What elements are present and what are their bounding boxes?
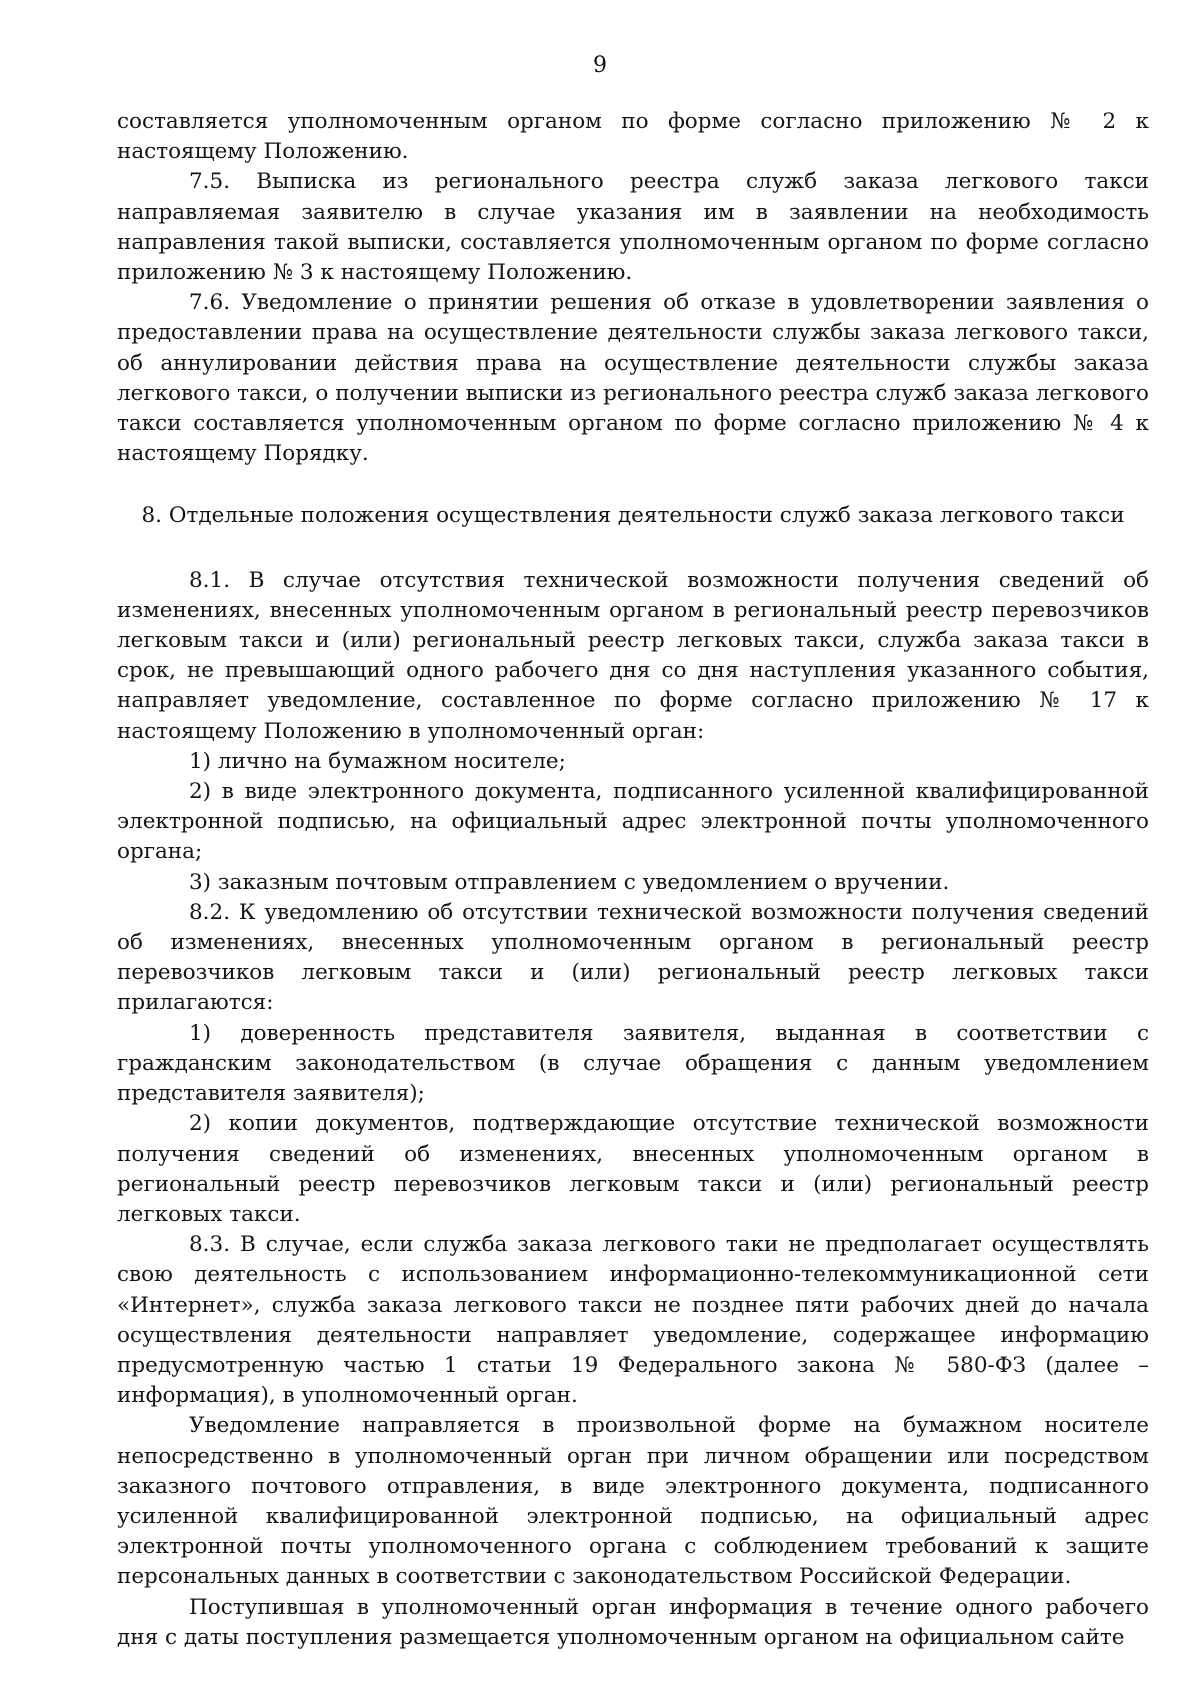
paragraph-7-6: 7.6. Уведомление о принятии решения об отказе в удовлетворении заявления о предоставлении права на осуществление деятельности службы заказа легкового такси, об аннулировании действия права на осуществление деятельности службы заказа легкового такси, о получении выписки из регионального реестра служб заказа легкового такси составляется уполномоченным органом по форме согласно приложению № 4 к настоящему Порядку. xyxy=(117,290,1149,467)
paragraph-information: Поступившая в уполномоченный орган информация в течение одного рабочего дня с даты поступления размещается уполномоченным органом на официальном сайте xyxy=(117,1594,1149,1650)
paragraph-continuation: составляется уполномоченным органом по форме согласно приложению № 2 к настоящему Положению. xyxy=(117,109,1149,165)
list-item: 2) в виде электронного документа, подписанного усиленной квалифицированной электронной подписью, на официальный адрес электронной почты уполномоченного органа; xyxy=(117,779,1149,865)
list-item: 3) заказным почтовым отправлением с уведомлением о вручении. xyxy=(189,869,950,895)
list-item: 2) копии документов, подтверждающие отсутствие технической возможности получения сведений об изменениях, внесенных уполномоченным органом в региональный реестр перевозчиков легковым такси и (или) региональный реестр легковых такси. xyxy=(117,1111,1149,1227)
paragraph-notification: Уведомление направляется в произвольной форме на бумажном носителе непосредственно в уполномоченный орган при личном обращении или посредством заказного почтового отправления, в виде электронного документа, подписанного усиленной квалифицированной электронной подписью, на официальный адрес электронной почты уполномоченного органа с соблюдением требований к защите персональных данных в соответствии с законодательством Российской Федерации. xyxy=(117,1413,1149,1590)
paragraph-8-3: 8.3. В случае, если служба заказа легкового таки не предполагает осуществлять свою деятельность с использованием информационно-телекоммуникационной сети «Интернет», служба заказа легкового такси не позднее пяти рабочих дней до начала осуществления деятельности направляет уведомление, содержащее информацию предусмотренную частью 1 статьи 19 Федерального закона № 580-ФЗ (далее – информация), в уполномоченный орган. xyxy=(117,1232,1149,1409)
document-body xyxy=(117,107,1149,1653)
page-number: 9 xyxy=(593,53,607,78)
paragraph-8-2: 8.2. К уведомлению об отсутствии технической возможности получения сведений об изменениях, внесенных уполномоченным органом в региональный реестр перевозчиков легковым такси и (или) региональный реестр легковых такси прилагаются: xyxy=(117,899,1149,1016)
list-item: 1) доверенность представителя заявителя, выданная в соответствии с гражданским законодательством (в случае обращения с данным уведомлением представителя заявителя); xyxy=(117,1020,1149,1107)
paragraph-8-1: 8.1. В случае отсутствия технической возможности получения сведений об изменениях, внесенных уполномоченным органом в региональный реестр перевозчиков легковым такси и (или) региональный реестр легковых такси, служба заказа такси в срок, не превышающий одного рабочего дня со дня наступления указанного события, направляет уведомление, составленное по форме согласно приложению № 17 к настоящему Положению в уполномоченный орган: xyxy=(117,567,1149,744)
list-item: 1) лично на бумажном носителе; xyxy=(189,748,566,774)
section-heading: 8. Отдельные положения осуществления деятельности служб заказа легкового такси xyxy=(141,503,1125,529)
paragraph-7-5: 7.5. Выписка из регионального реестра служб заказа легкового такси направляемая заявителю в случае указания им в заявлении на необходимость направления такой выписки, составляется уполномоченным органом по форме согласно приложению № 3 к настоящему Положению. xyxy=(117,169,1149,286)
